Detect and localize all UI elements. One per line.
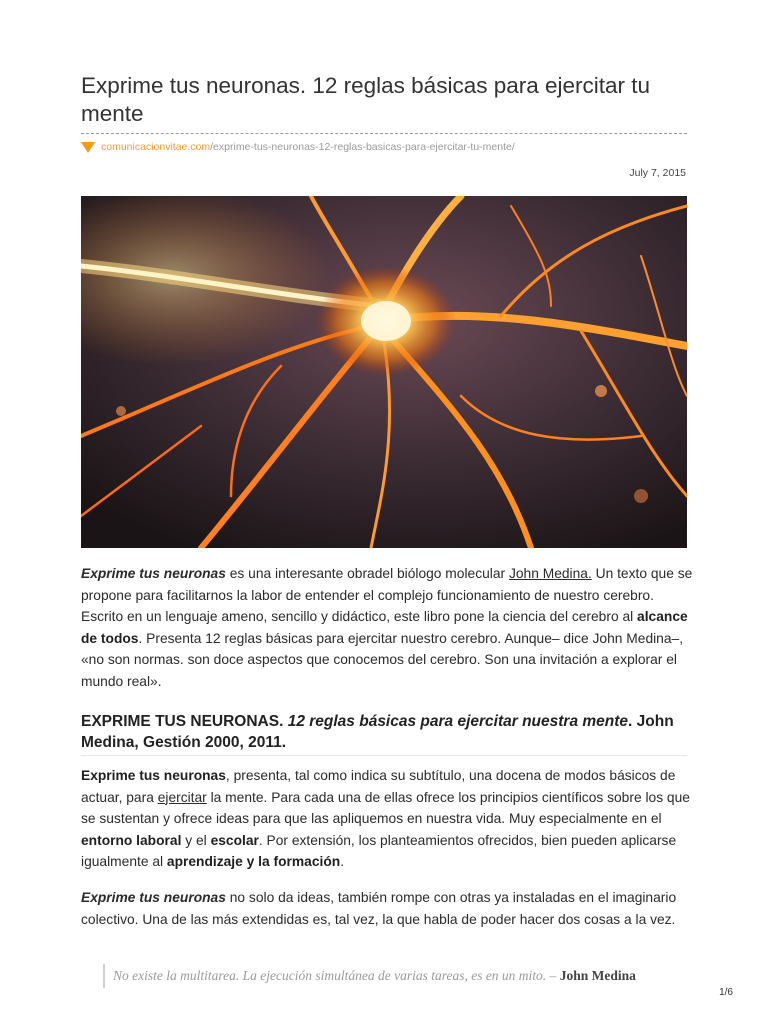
- quote-text: No existe la multitarea. La ejecución simultánea de varias tareas, es en un mito. –: [113, 968, 560, 983]
- neuron-image: [81, 196, 687, 548]
- john-medina-link[interactable]: John Medina.: [508, 566, 592, 581]
- blockquote: [103, 964, 636, 988]
- quote-author: John Medina: [559, 968, 636, 983]
- source-domain[interactable]: comunicacionvitae.com: [101, 141, 211, 153]
- article-title: Exprime tus neuronas. 12 reglas básicas para ejercitar tu mente: [81, 73, 651, 126]
- book-heading: EXPRIME TUS NEURONAS. 12 reglas básicas para ejercitar nuestra mente. John Medina, Gestión 2000, 2011.: [81, 713, 674, 751]
- multitask-paragraph: Exprime tus neuronas no solo da ideas, también rompe con otras ya instaladas en el imaginario colectivo. Una de las más extendidas es, tal vez, la que habla de poder hacer dos cosas a la vez.: [81, 890, 677, 927]
- section-divider: [81, 755, 687, 756]
- orange-triangle-icon: [81, 142, 95, 153]
- source-path[interactable]: /exprime-tus-neuronas-12-reglas-basicas-para-ejercitar-tu-mente/: [210, 141, 515, 153]
- book-title-text: Exprime tus neuronas: [81, 566, 226, 581]
- article-date: July 7, 2015: [629, 167, 686, 179]
- description-paragraph: Exprime tus neuronas, presenta, tal como indica su subtítulo, una docena de modos básicos de actuar, para ejercitar la mente. Para cada una de ellas ofrece los principios científicos sobre los que se sustentan y ofrece ideas para que las apliquemos en nuestra vida. Muy especialmente en el entorno laboral y el escolar. Por extensión, los planteamientos ofrecidos, bien pueden aplicarse igualmente al aprendizaje y la formación.: [81, 768, 690, 870]
- title-divider: [81, 133, 687, 134]
- page-indicator: 1/6: [719, 987, 733, 998]
- neuron-illustration: [81, 196, 687, 548]
- ejercitar-link[interactable]: ejercitar: [157, 789, 207, 805]
- source-link[interactable]: [81, 141, 515, 153]
- intro-paragraph: Exprime tus neuronas es una interesante obradel biólogo molecular John Medina. Un texto que se propone para facilitarnos la labor de entender el complejo funcionamiento de nuestro cerebro. Escrito en un lenguaje ameno, sencillo y didáctico, este libro pone la ciencia del cerebro al alcance de todos. Presenta 12 reglas básicas para ejercitar nuestro cerebro. Aunque– dice John Medina–, «no son normas. son doce aspectos que conocemos del cerebro. Son una invitación a explorar el mundo real».: [81, 566, 693, 689]
